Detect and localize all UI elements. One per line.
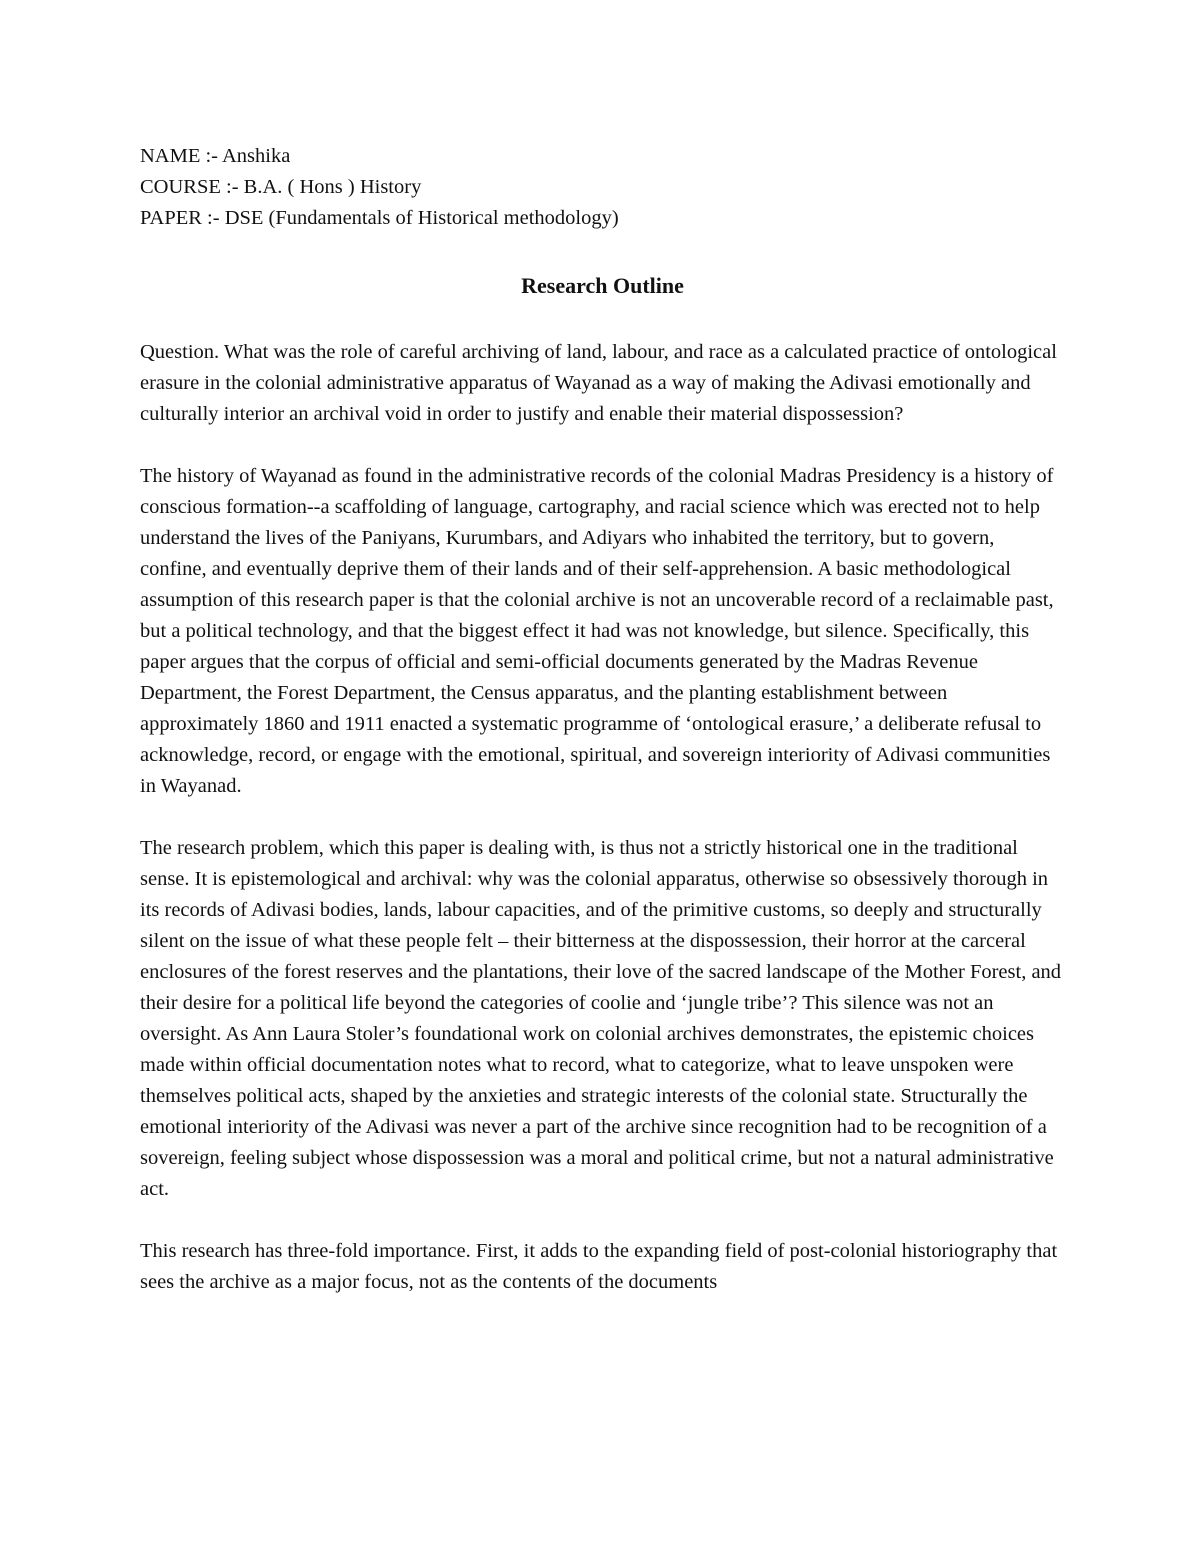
course-line: COURSE :- B.A. ( Hons ) History <box>140 176 422 198</box>
document-title: Research Outline <box>521 273 684 298</box>
paragraph-history-of-wayanad: The history of Wayanad as found in the administrative records of the colonial Madras Presidency is a history of conscious formation--a scaffolding of language, cartography, and racial science which was erected not to help understand the lives of the Paniyans, Kurumbars, and Adiyars who inhabited the territory, but to govern, confine, and eventually deprive them of their lands and of their self-apprehension. A basic methodological assumption of this research paper is that the colonial archive is not an uncoverable record of a reclaimable past, but a political technology, and that the biggest effect it had was not knowledge, but silence. Specifically, this paper argues that the corpus of official and semi-official documents generated by the Madras Revenue Department, the Forest Department, the Census apparatus, and the planting establishment between approximately 1860 and 1911 enacted a systematic programme of ‘ontological erasure,’ a deliberate refusal to acknowledge, record, or engage with the emotional, spiritual, and sovereign interiority of Adivasi communities in Wayanad. <box>140 465 1054 797</box>
question-label: Question. <box>140 341 220 363</box>
paragraph-research-problem: The research problem, which this paper is dealing with, is thus not a strictly historical one in the traditional sense. It is epistemological and archival: why was the colonial apparatus, otherwise so obsessively thorough in its records of Adivasi bodies, lands, labour capacities, and of the primitive customs, so deeply and structurally silent on the issue of what these people felt – their bitterness at the dispossession, their horror at the carceral enclosures of the forest reserves and the plantations, their love of the sacred landscape of the Mother Forest, and their desire for a political life beyond the categories of coolie and ‘jungle tribe’? This silence was not an oversight. As Ann Laura Stoler’s foundational work on colonial archives demonstrates, the epistemic choices made within official documentation notes what to record, what to categorize, what to leave unspoken were themselves political acts, shaped by the anxieties and strategic interests of the colonial state. Structurally the emotional interiority of the Adivasi was never a part of the archive since recognition had to be recognition of a sovereign, feeling subject whose dispossession was a moral and political crime, but not a natural administrative act. <box>140 837 1062 1200</box>
name-line: NAME :- Anshika <box>140 145 291 167</box>
student-details <box>140 141 1065 234</box>
document-body <box>140 141 1065 1329</box>
paragraph-importance: This research has three-fold importance. First, it adds to the expanding field of post-colonial historiography that sees the archive as a major focus, not as the contents of the documents <box>140 1240 1058 1293</box>
research-question <box>140 337 1065 430</box>
question-text: What was the role of careful archiving of land, labour, and race as a calculated practice of ontological erasure in the colonial administrative apparatus of Wayanad as a way of making the Adivasi emotionally and culturally interior an archival void in order to justify and enable their material dispossession? <box>140 341 1057 425</box>
paper-line: PAPER :- DSE (Fundamentals of Historical methodology) <box>140 207 619 229</box>
